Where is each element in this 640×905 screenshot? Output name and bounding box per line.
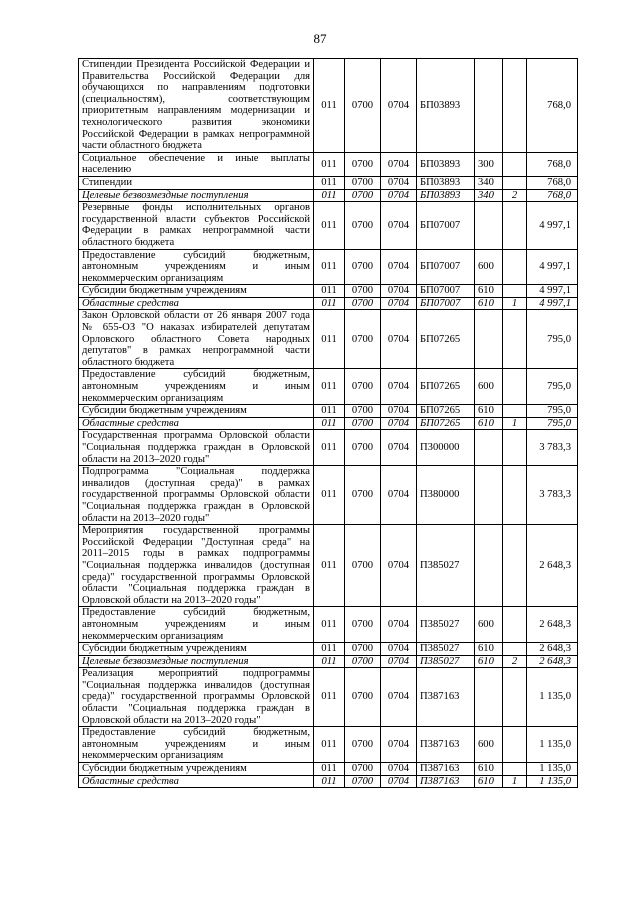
amount-cell: 3 783,3	[527, 430, 578, 466]
funding-source-cell: 2	[503, 189, 527, 202]
subsection-code-cell: 0704	[381, 727, 417, 763]
table-row	[79, 775, 578, 788]
expense-type-cell: 610	[475, 643, 503, 656]
amount-cell: 795,0	[527, 310, 578, 369]
item-name-cell: Резервные фонды исполнительных органов государственной власти субъектов Российской Федерации в рамках непрограммной части областного бюджета	[79, 202, 314, 249]
grbs-code-cell: 011	[314, 607, 345, 643]
item-name-cell: Областные средства	[79, 775, 314, 788]
target-article-cell: БП07265	[417, 369, 475, 405]
expense-type-cell: 610	[475, 405, 503, 418]
target-article-cell: БП07265	[417, 405, 475, 418]
item-name-cell: Подпрограмма "Социальная поддержка инвалидов (доступная среда)" в рамках государственной программы Орловской области "Социальная поддержка граждан в Орловской области на 2013–2020 годы"	[79, 466, 314, 525]
amount-cell: 2 648,3	[527, 655, 578, 668]
funding-source-cell	[503, 643, 527, 656]
funding-source-cell	[503, 285, 527, 298]
grbs-code-cell: 011	[314, 655, 345, 668]
item-name-cell: Социальное обеспечение и иные выплаты населению	[79, 152, 314, 176]
grbs-code-cell: 011	[314, 249, 345, 285]
funding-source-cell: 1	[503, 775, 527, 788]
funding-source-cell	[503, 727, 527, 763]
section-code-cell: 0700	[345, 417, 381, 430]
table-row	[79, 369, 578, 405]
section-code-cell: 0700	[345, 249, 381, 285]
subsection-code-cell: 0704	[381, 59, 417, 153]
item-name-cell: Областные средства	[79, 297, 314, 310]
amount-cell: 1 135,0	[527, 668, 578, 727]
target-article-cell: П300000	[417, 430, 475, 466]
budget-table	[78, 58, 578, 788]
funding-source-cell	[503, 668, 527, 727]
funding-source-cell	[503, 525, 527, 607]
expense-type-cell	[475, 59, 503, 153]
subsection-code-cell: 0704	[381, 417, 417, 430]
amount-cell: 1 135,0	[527, 763, 578, 776]
expense-type-cell: 610	[475, 417, 503, 430]
expense-type-cell: 610	[475, 655, 503, 668]
item-name-cell: Субсидии бюджетным учреждениям	[79, 763, 314, 776]
subsection-code-cell: 0704	[381, 189, 417, 202]
amount-cell: 1 135,0	[527, 727, 578, 763]
table-row	[79, 525, 578, 607]
funding-source-cell: 2	[503, 655, 527, 668]
grbs-code-cell: 011	[314, 405, 345, 418]
item-name-cell: Субсидии бюджетным учреждениям	[79, 643, 314, 656]
grbs-code-cell: 011	[314, 59, 345, 153]
expense-type-cell: 610	[475, 763, 503, 776]
expense-type-cell: 600	[475, 249, 503, 285]
target-article-cell: П387163	[417, 763, 475, 776]
amount-cell: 768,0	[527, 176, 578, 189]
grbs-code-cell: 011	[314, 369, 345, 405]
section-code-cell: 0700	[345, 202, 381, 249]
target-article-cell: БП03893	[417, 152, 475, 176]
grbs-code-cell: 011	[314, 727, 345, 763]
section-code-cell: 0700	[345, 369, 381, 405]
subsection-code-cell: 0704	[381, 466, 417, 525]
target-article-cell: БП03893	[417, 59, 475, 153]
amount-cell: 768,0	[527, 152, 578, 176]
section-code-cell: 0700	[345, 775, 381, 788]
funding-source-cell	[503, 176, 527, 189]
expense-type-cell: 300	[475, 152, 503, 176]
target-article-cell: БП07265	[417, 310, 475, 369]
target-article-cell: БП03893	[417, 189, 475, 202]
section-code-cell: 0700	[345, 285, 381, 298]
grbs-code-cell: 011	[314, 310, 345, 369]
section-code-cell: 0700	[345, 430, 381, 466]
section-code-cell: 0700	[345, 607, 381, 643]
item-name-cell: Мероприятия государственной программы Российской Федерации "Доступная среда" на 2011–2015 годы в рамках подпрограммы "Социальная поддержка инвалидов (доступная среда)" государственной программы Орловской области "Социальная поддержка граждан в Орловской области на 2013–2020 годы"	[79, 525, 314, 607]
funding-source-cell	[503, 59, 527, 153]
funding-source-cell	[503, 405, 527, 418]
item-name-cell: Стипендии	[79, 176, 314, 189]
table-row	[79, 430, 578, 466]
expense-type-cell	[475, 310, 503, 369]
funding-source-cell	[503, 310, 527, 369]
target-article-cell: БП07007	[417, 202, 475, 249]
section-code-cell: 0700	[345, 655, 381, 668]
grbs-code-cell: 011	[314, 189, 345, 202]
amount-cell: 4 997,1	[527, 297, 578, 310]
table-row	[79, 405, 578, 418]
item-name-cell: Закон Орловской области от 26 января 2007 года № 655-ОЗ "О наказах избирателей депутатам Орловского областного Совета народных депутатов" в рамках непрограммной части областного бюджета	[79, 310, 314, 369]
expense-type-cell: 600	[475, 607, 503, 643]
grbs-code-cell: 011	[314, 176, 345, 189]
funding-source-cell: 1	[503, 417, 527, 430]
section-code-cell: 0700	[345, 727, 381, 763]
section-code-cell: 0700	[345, 310, 381, 369]
expense-type-cell: 340	[475, 189, 503, 202]
subsection-code-cell: 0704	[381, 763, 417, 776]
budget-table-body	[79, 59, 578, 788]
target-article-cell: П387163	[417, 727, 475, 763]
amount-cell: 2 648,3	[527, 525, 578, 607]
table-row	[79, 727, 578, 763]
section-code-cell: 0700	[345, 297, 381, 310]
section-code-cell: 0700	[345, 466, 381, 525]
item-name-cell: Предоставление субсидий бюджетным, автономным учреждениям и иным некоммерческим организациям	[79, 727, 314, 763]
item-name-cell: Областные средства	[79, 417, 314, 430]
subsection-code-cell: 0704	[381, 655, 417, 668]
section-code-cell: 0700	[345, 405, 381, 418]
grbs-code-cell: 011	[314, 152, 345, 176]
expense-type-cell	[475, 430, 503, 466]
item-name-cell: Реализация мероприятий подпрограммы "Социальная поддержка инвалидов (доступная среда)" государственной программы Орловской области "Социальная поддержка граждан в Орловской области на 2013–2020 годы"	[79, 668, 314, 727]
amount-cell: 1 135,0	[527, 775, 578, 788]
page-number: 87	[313, 31, 327, 46]
target-article-cell: П380000	[417, 466, 475, 525]
target-article-cell: П385027	[417, 643, 475, 656]
section-code-cell: 0700	[345, 643, 381, 656]
subsection-code-cell: 0704	[381, 643, 417, 656]
grbs-code-cell: 011	[314, 430, 345, 466]
target-article-cell: П387163	[417, 668, 475, 727]
table-row	[79, 285, 578, 298]
funding-source-cell	[503, 466, 527, 525]
target-article-cell: БП07007	[417, 285, 475, 298]
table-row	[79, 643, 578, 656]
grbs-code-cell: 011	[314, 297, 345, 310]
target-article-cell: БП07007	[417, 297, 475, 310]
target-article-cell: БП07007	[417, 249, 475, 285]
subsection-code-cell: 0704	[381, 285, 417, 298]
grbs-code-cell: 011	[314, 285, 345, 298]
item-name-cell: Целевые безвозмездные поступления	[79, 189, 314, 202]
section-code-cell: 0700	[345, 668, 381, 727]
funding-source-cell: 1	[503, 297, 527, 310]
table-row	[79, 763, 578, 776]
table-row	[79, 59, 578, 153]
table-row	[79, 655, 578, 668]
grbs-code-cell: 011	[314, 763, 345, 776]
grbs-code-cell: 011	[314, 466, 345, 525]
amount-cell: 2 648,3	[527, 643, 578, 656]
funding-source-cell	[503, 152, 527, 176]
grbs-code-cell: 011	[314, 202, 345, 249]
amount-cell: 3 783,3	[527, 466, 578, 525]
table-row	[79, 297, 578, 310]
target-article-cell: БП03893	[417, 176, 475, 189]
subsection-code-cell: 0704	[381, 430, 417, 466]
expense-type-cell: 340	[475, 176, 503, 189]
expense-type-cell	[475, 525, 503, 607]
funding-source-cell	[503, 202, 527, 249]
expense-type-cell	[475, 202, 503, 249]
expense-type-cell: 600	[475, 369, 503, 405]
subsection-code-cell: 0704	[381, 369, 417, 405]
expense-type-cell: 600	[475, 727, 503, 763]
subsection-code-cell: 0704	[381, 202, 417, 249]
subsection-code-cell: 0704	[381, 249, 417, 285]
target-article-cell: П385027	[417, 655, 475, 668]
item-name-cell: Субсидии бюджетным учреждениям	[79, 405, 314, 418]
subsection-code-cell: 0704	[381, 525, 417, 607]
subsection-code-cell: 0704	[381, 152, 417, 176]
funding-source-cell	[503, 430, 527, 466]
expense-type-cell: 610	[475, 297, 503, 310]
subsection-code-cell: 0704	[381, 176, 417, 189]
subsection-code-cell: 0704	[381, 775, 417, 788]
table-row	[79, 189, 578, 202]
grbs-code-cell: 011	[314, 643, 345, 656]
section-code-cell: 0700	[345, 59, 381, 153]
funding-source-cell	[503, 369, 527, 405]
funding-source-cell	[503, 607, 527, 643]
target-article-cell: П387163	[417, 775, 475, 788]
expense-type-cell: 610	[475, 775, 503, 788]
section-code-cell: 0700	[345, 763, 381, 776]
target-article-cell: П385027	[417, 607, 475, 643]
funding-source-cell	[503, 763, 527, 776]
expense-type-cell	[475, 466, 503, 525]
subsection-code-cell: 0704	[381, 668, 417, 727]
table-row	[79, 202, 578, 249]
item-name-cell: Предоставление субсидий бюджетным, автономным учреждениям и иным некоммерческим организациям	[79, 369, 314, 405]
table-row	[79, 152, 578, 176]
amount-cell: 768,0	[527, 59, 578, 153]
section-code-cell: 0700	[345, 176, 381, 189]
table-row	[79, 668, 578, 727]
table-row	[79, 466, 578, 525]
amount-cell: 795,0	[527, 405, 578, 418]
table-row	[79, 607, 578, 643]
item-name-cell: Субсидии бюджетным учреждениям	[79, 285, 314, 298]
amount-cell: 795,0	[527, 369, 578, 405]
grbs-code-cell: 011	[314, 775, 345, 788]
section-code-cell: 0700	[345, 152, 381, 176]
item-name-cell: Стипендии Президента Российской Федерации и Правительства Российской Федерации для обучающихся по направлениям подготовки (специальностям), соответствующим приоритетным направлениям модернизации и технологического развития экономики Российской Федерации в рамках непрограммной части областного бюджета	[79, 59, 314, 153]
subsection-code-cell: 0704	[381, 310, 417, 369]
amount-cell: 4 997,1	[527, 249, 578, 285]
table-row	[79, 249, 578, 285]
expense-type-cell: 610	[475, 285, 503, 298]
amount-cell: 768,0	[527, 189, 578, 202]
target-article-cell: П385027	[417, 525, 475, 607]
subsection-code-cell: 0704	[381, 297, 417, 310]
section-code-cell: 0700	[345, 189, 381, 202]
funding-source-cell	[503, 249, 527, 285]
table-row	[79, 417, 578, 430]
subsection-code-cell: 0704	[381, 607, 417, 643]
item-name-cell: Предоставление субсидий бюджетным, автономным учреждениям и иным некоммерческим организациям	[79, 607, 314, 643]
amount-cell: 795,0	[527, 417, 578, 430]
item-name-cell: Целевые безвозмездные поступления	[79, 655, 314, 668]
table-row	[79, 310, 578, 369]
section-code-cell: 0700	[345, 525, 381, 607]
item-name-cell: Предоставление субсидий бюджетным, автономным учреждениям и иным некоммерческим организациям	[79, 249, 314, 285]
amount-cell: 2 648,3	[527, 607, 578, 643]
amount-cell: 4 997,1	[527, 285, 578, 298]
expense-type-cell	[475, 668, 503, 727]
grbs-code-cell: 011	[314, 668, 345, 727]
target-article-cell: БП07265	[417, 417, 475, 430]
grbs-code-cell: 011	[314, 417, 345, 430]
amount-cell: 4 997,1	[527, 202, 578, 249]
grbs-code-cell: 011	[314, 525, 345, 607]
subsection-code-cell: 0704	[381, 405, 417, 418]
table-row	[79, 176, 578, 189]
item-name-cell: Государственная программа Орловской области "Социальная поддержка граждан в Орловской области на 2013–2020 годы"	[79, 430, 314, 466]
